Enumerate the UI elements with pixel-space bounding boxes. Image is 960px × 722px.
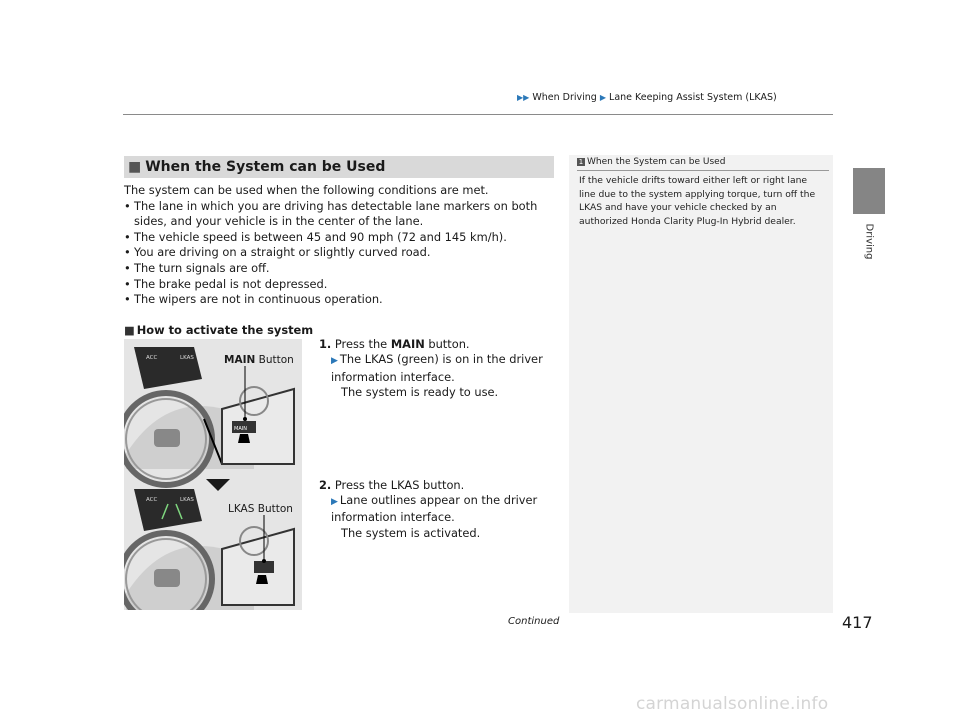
step-number: 2. bbox=[319, 477, 332, 492]
arrow-down-icon bbox=[206, 479, 230, 491]
lkas-button-callout: LKAS Button bbox=[228, 503, 293, 515]
steering-wheel-illustration bbox=[124, 339, 302, 610]
callout-rest: Button bbox=[255, 354, 294, 366]
step-number: 1. bbox=[319, 337, 332, 351]
main-button-callout bbox=[224, 354, 294, 366]
breadcrumb-level2[interactable]: Lane Keeping Assist System (LKAS) bbox=[609, 92, 777, 103]
main-key-label: MAIN bbox=[234, 426, 247, 432]
breadcrumb-level1[interactable]: When Driving bbox=[532, 92, 597, 103]
chapter-tab[interactable] bbox=[853, 168, 885, 214]
main-button-scene bbox=[124, 347, 294, 485]
result-arrow-icon: ▶ bbox=[331, 356, 338, 367]
section-title bbox=[124, 156, 554, 178]
subsection-title-text: How to activate the system bbox=[136, 323, 314, 337]
step-text: Press the LKAS button. bbox=[334, 477, 465, 492]
sidebar-note-title-text: When the System can be Used bbox=[587, 157, 726, 167]
step-text: Press the bbox=[334, 337, 391, 351]
continued-label: Continued bbox=[508, 616, 560, 627]
sidebar-note-text: If the vehicle drifts toward either left or right lane line due to the system applying torque, turn off the LKAS and have your vehicle checked by an authorized Honda Clarity Plug-In Hybrid dealer. bbox=[579, 175, 816, 228]
lkas-label: LKAS bbox=[180, 497, 194, 503]
breadcrumb bbox=[517, 92, 777, 103]
header-divider bbox=[123, 114, 833, 115]
step-1 bbox=[319, 337, 569, 401]
step-result-text: The LKAS (green) is on in the driver information interface. bbox=[331, 352, 543, 384]
sidebar-note-divider bbox=[577, 170, 829, 171]
watermark: carmanualsonline.info bbox=[636, 694, 829, 714]
step-result bbox=[319, 493, 569, 526]
dashboard-illustration-svg bbox=[124, 339, 302, 610]
step-note: The system is ready to use. bbox=[341, 385, 499, 400]
step-2 bbox=[319, 478, 569, 542]
list-item: • The turn signals are off. bbox=[124, 261, 564, 277]
list-item: • The vehicle speed is between 45 and 90 mph (72 and 145 km/h). bbox=[124, 230, 564, 246]
section-title-text: When the System can be Used bbox=[145, 159, 386, 175]
list-item: • The brake pedal is not depressed. bbox=[124, 277, 564, 293]
conditions-block bbox=[124, 183, 564, 308]
list-item: • You are driving on a straight or slightly curved road. bbox=[124, 245, 564, 261]
subsection-title bbox=[124, 323, 313, 337]
step-result bbox=[319, 352, 569, 385]
acc-label: ACC bbox=[146, 497, 158, 503]
activation-steps bbox=[319, 337, 569, 541]
step-text-bold: MAIN bbox=[390, 337, 425, 351]
page-number: 417 bbox=[842, 613, 873, 632]
note-reference-icon: 1 bbox=[578, 157, 584, 166]
step-result-text: Lane outlines appear on the driver information interface. bbox=[331, 493, 538, 525]
callout-bold: MAIN bbox=[224, 354, 256, 366]
step-note: The system is activated. bbox=[341, 525, 481, 540]
lkas-label: LKAS bbox=[180, 355, 194, 361]
intro-text: The system can be used when the following conditions are met. bbox=[124, 183, 489, 197]
chapter-tab-label: Driving bbox=[863, 223, 875, 260]
sidebar-note-title bbox=[577, 157, 725, 167]
result-arrow-icon: ▶ bbox=[331, 497, 338, 508]
conditions-list bbox=[124, 199, 564, 308]
list-item: • The wipers are not in continuous operation. bbox=[124, 292, 564, 308]
chevron-right-icon: ▶▶ bbox=[517, 93, 530, 102]
list-item: • The lane in which you are driving has detectable lane markers on both sides, and your vehicle is in the center of the lane. bbox=[124, 199, 564, 230]
step-text: button. bbox=[424, 337, 470, 351]
acc-label: ACC bbox=[146, 355, 158, 361]
chevron-right-icon: ▶ bbox=[599, 93, 607, 102]
square-bullet-icon: ■ bbox=[124, 323, 135, 337]
square-bullet-icon: ■ bbox=[128, 159, 142, 175]
